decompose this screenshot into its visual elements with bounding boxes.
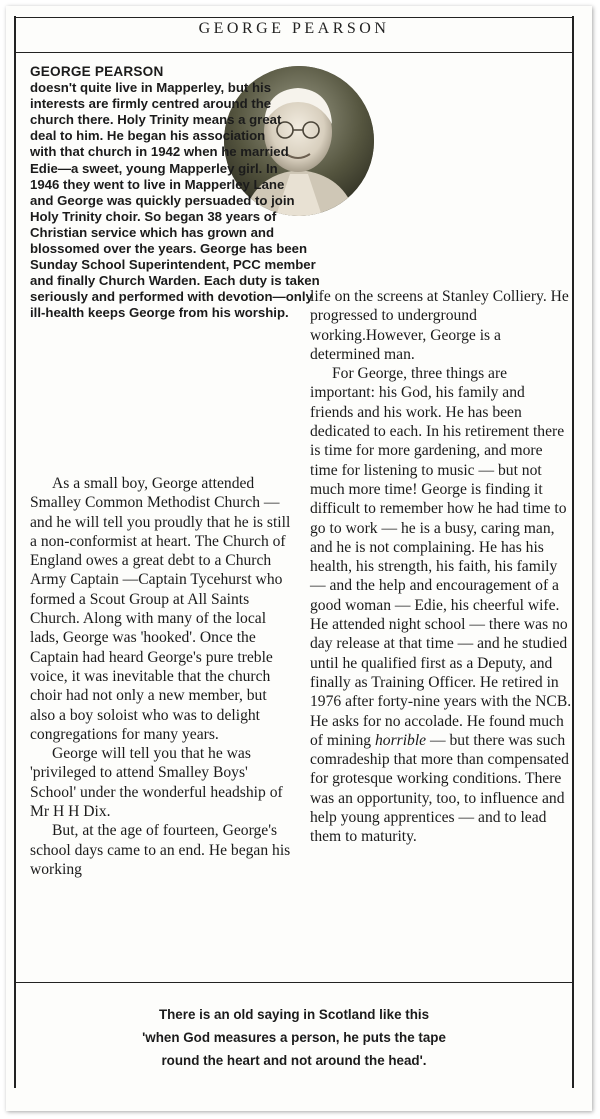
right-paragraph-3-end: — but there was such comradeship that more than compensated for grotesque working conditions. There was an opportunity, too, to influence and help young apprentices — and to lead them to maturity. bbox=[310, 731, 569, 846]
footer-rule bbox=[14, 982, 574, 983]
left-paragraph-1: As a small boy, George attended Smalley Common Methodist Church — and he will tell you proudly that he is still a non-conformist at heart. The Church of England owes a great debt to a Church Army Captain —Captain Tycehurst who formed a Scout Group at All Saints Church. Along with many of the local lads, George was 'hooked'. Once the Captain had heard George's pure treble voice, it was inevitable that the church choir had not only a new member, but also a boy soloist who was to delight congregations for many years. bbox=[30, 475, 291, 743]
left-column bbox=[30, 474, 292, 879]
header-bottom-rule bbox=[14, 52, 574, 53]
quote-line-3: round the heart and not around the head'. bbox=[161, 1053, 427, 1068]
left-paragraph-3: But, at the age of fourteen, George's school days came to an end. He began his working bbox=[30, 822, 291, 878]
header-top-rule bbox=[14, 17, 574, 18]
right-paragraph-3 bbox=[310, 615, 572, 847]
intro-paragraph bbox=[30, 64, 330, 322]
right-paragraph-3-emphasis: horrible bbox=[374, 731, 427, 749]
intro-text: doesn't quite live in Mapperley, but his interests are firmly centred around the church there. Holy Trinity means a great deal to him. He began his association with that church in 1942 when he married Edie—a sweet, young Mapperley girl. In 1946 they went to live in Mapperley Lane and George was quickly persuaded to join Holy Trinity choir. So began 38 years of Christian service which has grown and blossomed over the years. George has been Sunday School Superintendent, PCC member and finally Church Warden. Each duty is taken seriously and performed with devotion—only ill-health keeps George from his worship. bbox=[30, 80, 320, 321]
right-paragraph-2: For George, three things are important: his God, his family and friends and his work. He has been dedicated to each. In his retirement there is time for more gardening, and more time for listening to music — but not much more time! George is finding it difficult to remember how he had time to go to work — he is a busy, caring man, and he is not complaining. He has his health, his strength, his faith, his family — and the help and encouragement of a good woman — Edie, his cheerful wife. bbox=[310, 365, 567, 614]
right-paragraph-1: life on the screens at Stanley Colliery. He progressed to underground working.However, George is a determined man. bbox=[310, 288, 569, 363]
footer-quote bbox=[14, 1003, 574, 1072]
quote-line-1: There is an old saying in Scotland like this bbox=[158, 1007, 430, 1022]
left-paragraph-2: George will tell you that he was 'privileged to attend Smalley Boys' School' under the wonderful headship of Mr H H Dix. bbox=[30, 745, 283, 821]
page-title: GEORGE PEARSON bbox=[198, 20, 390, 37]
photo-spacer bbox=[300, 64, 450, 214]
intro-name: GEORGE PEARSON bbox=[30, 64, 164, 79]
right-column bbox=[310, 287, 572, 847]
right-paragraph-3-start: He attended night school — there was no day release at that time — and he studied until he qualified first as a Deputy, and finally as Training Officer. He retired in 1976 after forty-nine years with the NCB. He asks for no accolade. He found much of mining bbox=[310, 616, 572, 749]
quote-line-2: 'when God measures a person, he puts the tape bbox=[142, 1030, 446, 1045]
